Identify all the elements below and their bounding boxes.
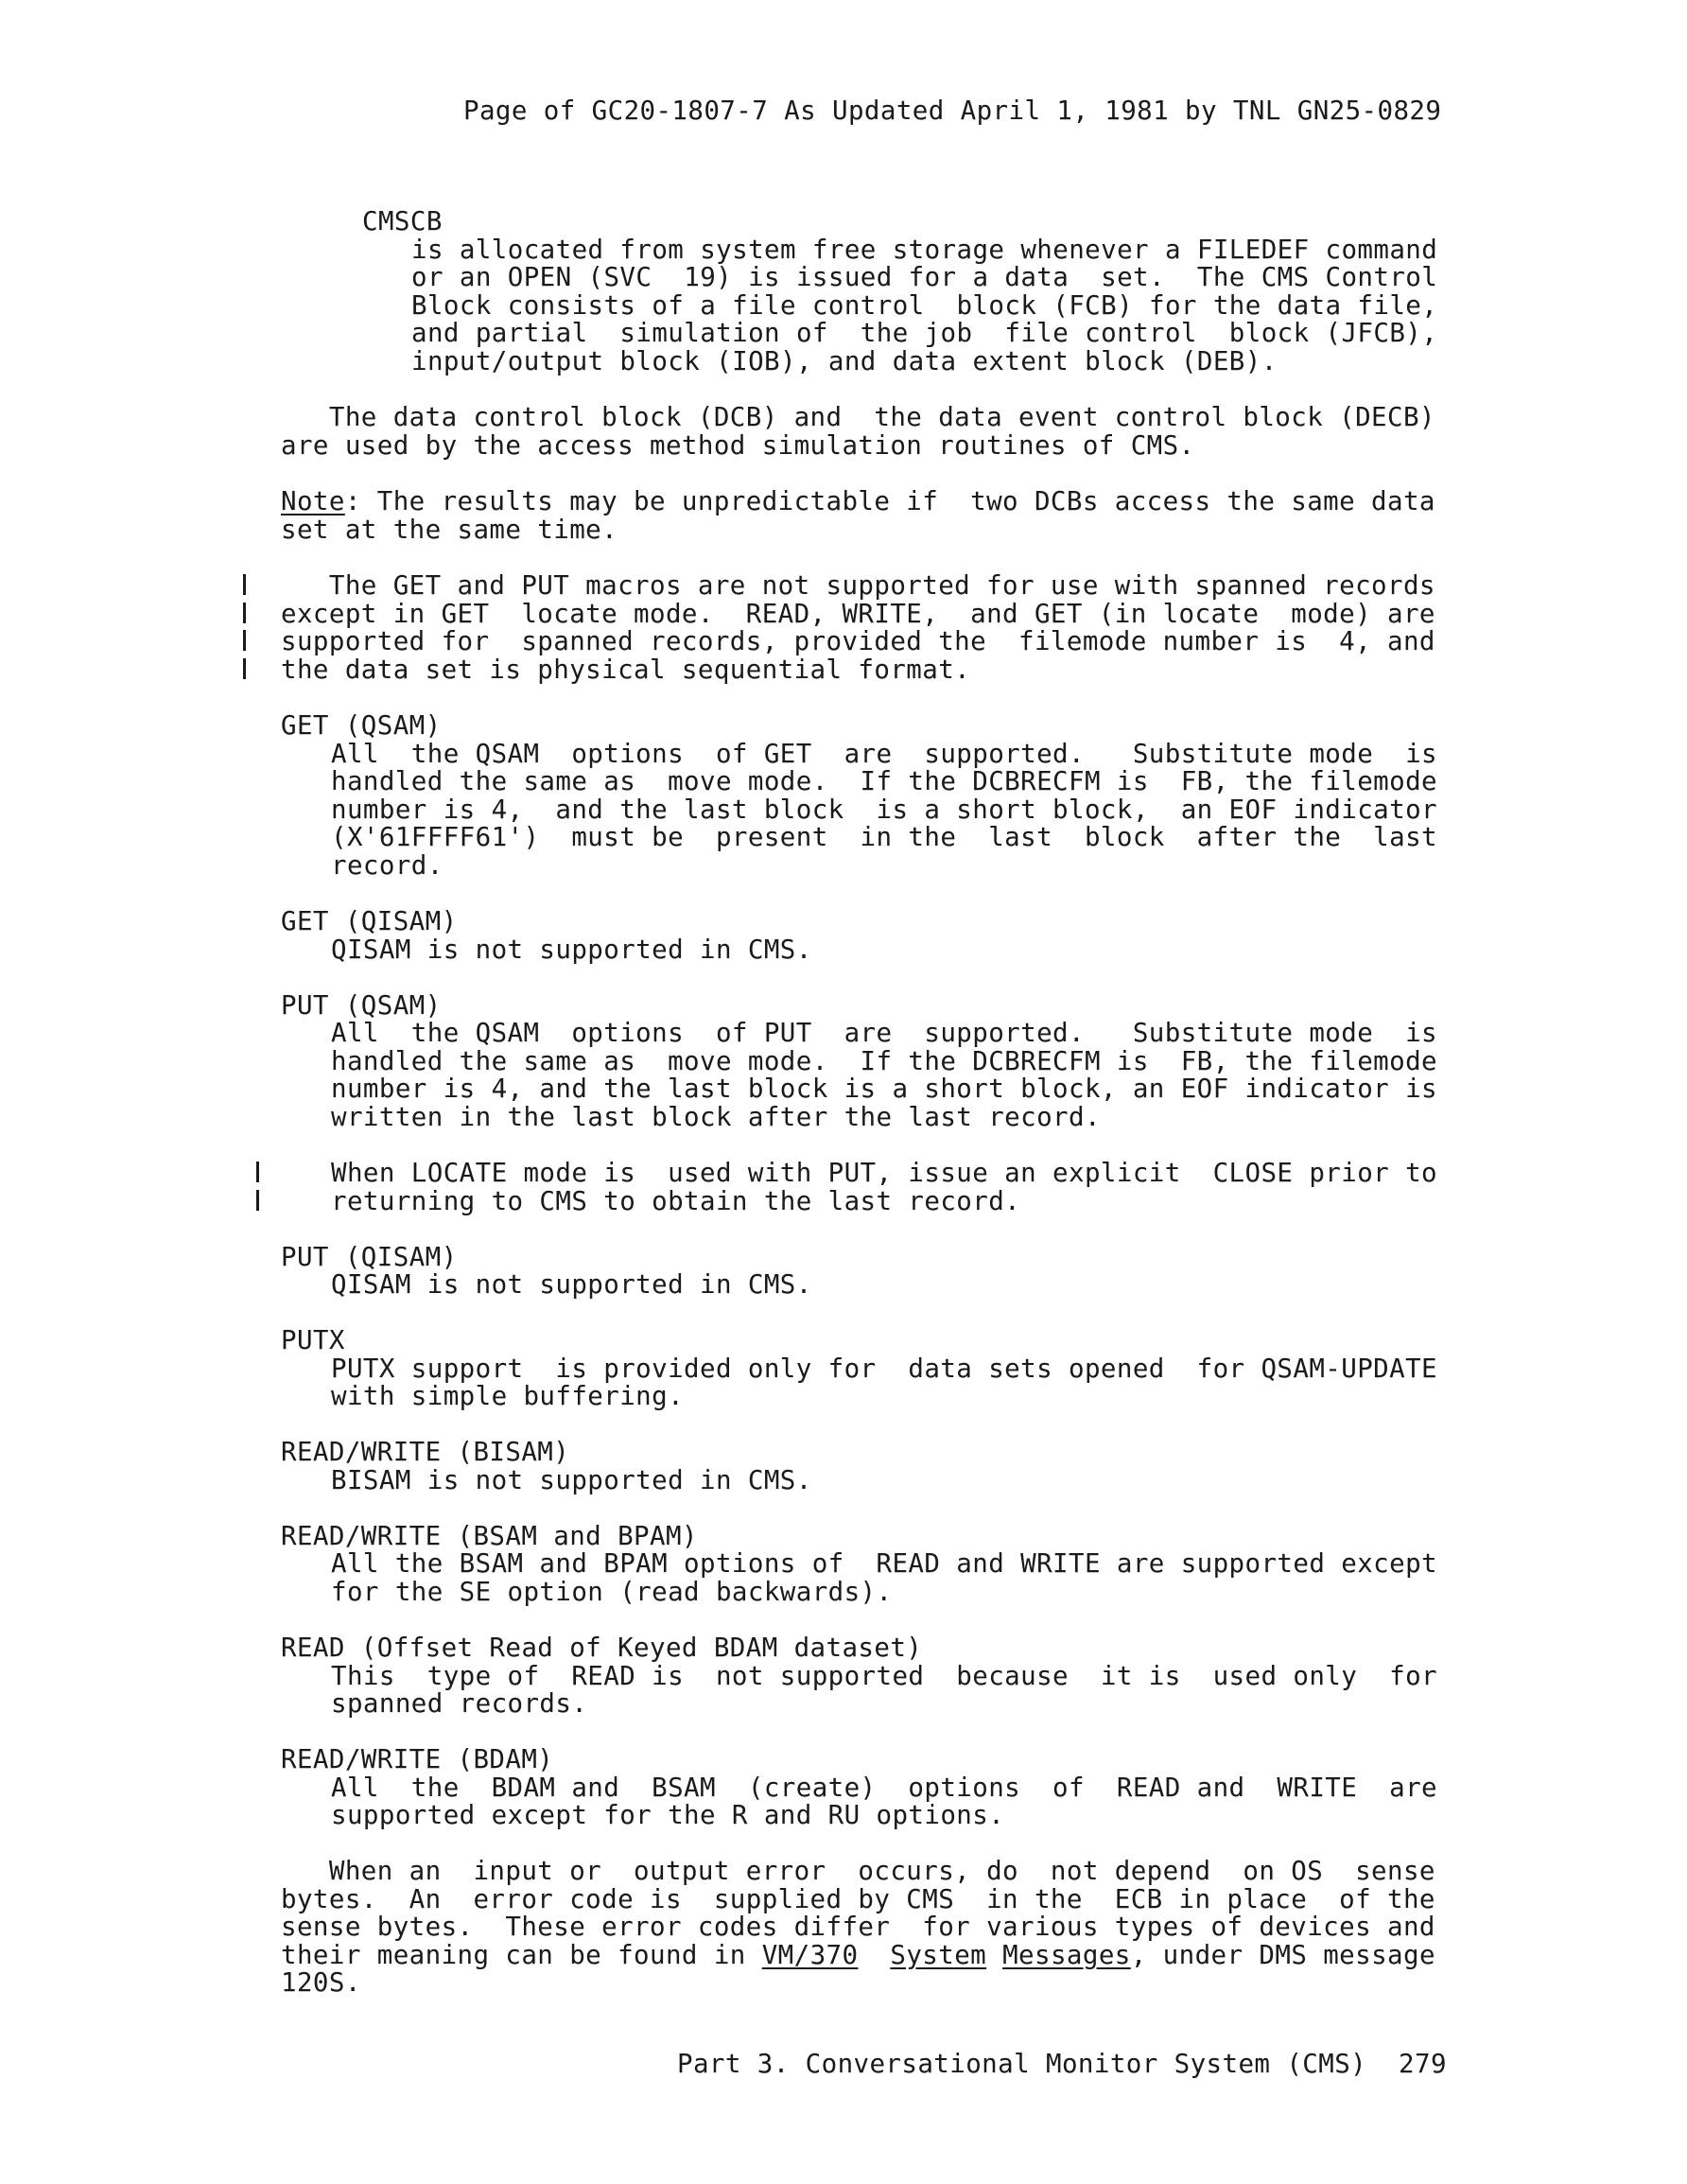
put-qsam-line: number is 4, and the last block is a short block, an EOF indicator is	[331, 1074, 1437, 1104]
term-read-offset: READ (Offset Read of Keyed BDAM dataset)	[281, 1633, 923, 1663]
put-qsam-line: handled the same as move mode. If the DCBRECFM is FB, the filemode	[331, 1046, 1437, 1076]
footer-title: Part 3. Conversational Monitor System (CMS)	[677, 2049, 1367, 2079]
put-qsam-line: written in the last block after the last record.	[331, 1102, 1101, 1132]
locate-paragraph-line: returning to CMS to obtain the last record.	[331, 1186, 1021, 1216]
locate-paragraph-line: When LOCATE mode is used with PUT, issue an explicit CLOSE prior to	[331, 1158, 1437, 1188]
revision-bar	[256, 1190, 259, 1211]
get-qisam-line: QISAM is not supported in CMS.	[331, 935, 812, 965]
get-qsam-line: All the QSAM options of GET are supported. Substitute mode is	[331, 739, 1437, 769]
error-paragraph-line: bytes. An error code is supplied by CMS in the ECB in place of the	[281, 1884, 1435, 1914]
error-paragraph-line: 120S.	[281, 1967, 361, 1998]
spanned-paragraph-line: the data set is physical sequential format.	[281, 655, 971, 685]
put-qsam-line: All the QSAM options of PUT are supported. Substitute mode is	[331, 1018, 1437, 1048]
cmscb-line: input/output block (IOB), and data extent block (DEB).	[411, 346, 1278, 376]
term-get-qsam: GET (QSAM)	[281, 710, 442, 741]
cmscb-line: Block consists of a file control block (FCB) for the data file,	[411, 290, 1438, 321]
error-paragraph-text: , under DMS message	[1130, 1940, 1435, 1970]
error-paragraph-line	[281, 1941, 1435, 1969]
read-write-bdam-line: All the BDAM and BSAM (create) options of READ and WRITE are	[331, 1773, 1437, 1803]
error-paragraph-line: When an input or output error occurs, do not depend on OS sense	[281, 1856, 1435, 1886]
term-read-write-bdam: READ/WRITE (BDAM)	[281, 1744, 554, 1774]
read-write-bsam-bpam-line: All the BSAM and BPAM options of READ and WRITE are supported except	[331, 1548, 1437, 1579]
term-put-qsam: PUT (QSAM)	[281, 990, 442, 1021]
note-text: : The results may be unpredictable if two DCBs access the same data	[344, 486, 1435, 516]
revision-bar	[243, 603, 246, 623]
revision-bar	[256, 1162, 259, 1182]
dcb-paragraph-line: The data control block (DCB) and the data event control block (DECB)	[281, 402, 1435, 432]
page-header: Page of GC20-1807-7 As Updated April 1, 1981 by TNL GN25-0829	[463, 96, 1442, 126]
cmscb-line: is allocated from system free storage whenever a FILEDEF command	[411, 235, 1438, 265]
read-write-bsam-bpam-line: for the SE option (read backwards).	[331, 1577, 893, 1607]
cmscb-line: and partial simulation of the job file control block (JFCB),	[411, 318, 1438, 348]
put-qisam-line: QISAM is not supported in CMS.	[331, 1269, 812, 1300]
page-number: 279	[1399, 2049, 1447, 2079]
note-line: set at the same time.	[281, 515, 618, 545]
cmscb-line: or an OPEN (SVC 19) is issued for a data set. The CMS Control	[411, 262, 1438, 292]
revision-bar	[243, 630, 246, 651]
read-write-bisam-line: BISAM is not supported in CMS.	[331, 1465, 812, 1495]
putx-line: PUTX support is provided only for data sets opened for QSAM-UPDATE	[331, 1354, 1437, 1384]
get-qsam-line: record.	[331, 850, 443, 881]
term-read-write-bisam: READ/WRITE (BISAM)	[281, 1437, 570, 1467]
term-get-qisam: GET (QISAM)	[281, 906, 458, 936]
term-read-write-bsam-bpam: READ/WRITE (BSAM and BPAM)	[281, 1521, 698, 1551]
read-offset-line: This type of READ is not supported because it is used only for	[331, 1661, 1437, 1691]
note-label: Note	[281, 486, 345, 516]
term-cmscb: CMSCB	[362, 206, 443, 236]
note-line	[281, 487, 1435, 515]
get-qsam-line: handled the same as move mode. If the DCBRECFM is FB, the filemode	[331, 766, 1437, 796]
publication-reference: Messages	[1002, 1940, 1131, 1970]
dcb-paragraph-line: are used by the access method simulation routines of CMS.	[281, 430, 1195, 461]
spanned-paragraph-line: supported for spanned records, provided the filemode number is 4, and	[281, 626, 1435, 656]
error-paragraph-line: sense bytes. These error codes differ for various types of devices and	[281, 1912, 1435, 1942]
spanned-paragraph-line: except in GET locate mode. READ, WRITE, and GET (in locate mode) are	[281, 599, 1435, 629]
revision-bar	[243, 574, 246, 595]
get-qsam-line: (X'61FFFF61') must be present in the last block after the last	[331, 822, 1437, 852]
error-paragraph-text: their meaning can be found in	[281, 1940, 762, 1970]
publication-reference: System	[890, 1940, 987, 1970]
publication-reference: VM/370	[761, 1940, 859, 1970]
revision-bar	[243, 658, 246, 679]
get-qsam-line: number is 4, and the last block is a short block, an EOF indicator	[331, 795, 1437, 825]
putx-line: with simple buffering.	[331, 1381, 685, 1411]
term-putx: PUTX	[281, 1325, 345, 1355]
read-write-bdam-line: supported except for the R and RU options.	[331, 1800, 1005, 1830]
read-offset-line: spanned records.	[331, 1688, 588, 1719]
spanned-paragraph-line: The GET and PUT macros are not supported for use with spanned records	[281, 570, 1435, 601]
term-put-qisam: PUT (QISAM)	[281, 1242, 458, 1272]
page-footer	[677, 2050, 1447, 2078]
